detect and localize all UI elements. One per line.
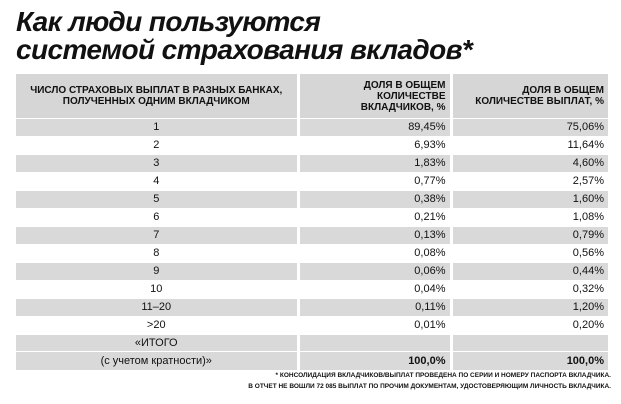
cell-depositor-share: 1,83% xyxy=(298,155,451,173)
cell-depositor-share: 0,77% xyxy=(298,173,451,191)
footnote-consolidation: * КОНСОЛИДАЦИЯ ВКЛАДЧИКОВ/ВЫПЛАТ ПРОВЕДЕНА ПО СЕРИИ И НОМЕРУ ПАСПОРТА ВКЛАДЧИКА. xyxy=(275,372,611,379)
cell-payout-share: 75,06% xyxy=(451,119,608,137)
total-label-line-2: (с учетом кратности)» xyxy=(16,352,298,371)
infographic-title xyxy=(16,8,616,64)
total-spacer xyxy=(451,335,608,352)
table-row xyxy=(16,281,608,299)
header-payout-count: ЧИСЛО СТРАХОВЫХ ВЫПЛАТ В РАЗНЫХ БАНКАХ, ПОЛУЧЕННЫХ ОДНИМ ВКЛАДЧИКОМ xyxy=(16,74,298,119)
table-row xyxy=(16,227,608,245)
cell-depositor-share: 0,38% xyxy=(298,191,451,209)
table-row xyxy=(16,209,608,227)
footnote-excluded-payouts: В ОТЧЕТ НЕ ВОШЛИ 72 085 ВЫПЛАТ ПО ПРОЧИМ ДОКУМЕНТАМ, УДОСТОВЕРЯЮЩИМ ЛИЧНОСТЬ ВКЛАДЧИКА. xyxy=(248,383,611,390)
header-depositor-share: ДОЛЯ В ОБЩЕМ КОЛИЧЕСТВЕ ВКЛАДЧИКОВ, % xyxy=(298,74,451,119)
table-row xyxy=(16,155,608,173)
cell-payout-share: 11,64% xyxy=(451,137,608,155)
cell-depositor-share: 0,13% xyxy=(298,227,451,245)
cell-payout-count: 9 xyxy=(16,263,298,281)
cell-depositor-share: 0,06% xyxy=(298,263,451,281)
cell-depositor-share: 0,08% xyxy=(298,245,451,263)
deposit-insurance-table xyxy=(16,74,608,370)
cell-payout-share: 1,60% xyxy=(451,191,608,209)
cell-payout-count: 7 xyxy=(16,227,298,245)
cell-payout-count: 6 xyxy=(16,209,298,227)
cell-payout-share: 0,56% xyxy=(451,245,608,263)
table-row xyxy=(16,317,608,335)
cell-payout-count: 2 xyxy=(16,137,298,155)
total-label-line-1: «ИТОГО xyxy=(16,335,298,352)
cell-payout-count: 3 xyxy=(16,155,298,173)
cell-payout-count: 11–20 xyxy=(16,299,298,317)
table-row xyxy=(16,137,608,155)
cell-payout-share: 4,60% xyxy=(451,155,608,173)
table-row xyxy=(16,299,608,317)
cell-depositor-share: 0,21% xyxy=(298,209,451,227)
header-payout-share: ДОЛЯ В ОБЩЕМ КОЛИЧЕСТВЕ ВЫПЛАТ, % xyxy=(451,74,608,119)
title-line-2: системой страхования вкладов* xyxy=(16,34,473,65)
cell-payout-count: 5 xyxy=(16,191,298,209)
total-row-values xyxy=(16,352,608,371)
cell-depositor-share: 6,93% xyxy=(298,137,451,155)
cell-depositor-share: 0,04% xyxy=(298,281,451,299)
table-row xyxy=(16,245,608,263)
table-header-row xyxy=(16,74,608,119)
cell-depositor-share: 0,01% xyxy=(298,317,451,335)
cell-payout-share: 0,79% xyxy=(451,227,608,245)
cell-payout-share: 0,20% xyxy=(451,317,608,335)
cell-payout-count: 4 xyxy=(16,173,298,191)
cell-payout-count: 10 xyxy=(16,281,298,299)
cell-depositor-share: 89,45% xyxy=(298,119,451,137)
cell-payout-share: 2,57% xyxy=(451,173,608,191)
title-line-1: Как люди пользуются xyxy=(16,6,321,37)
total-payout-share: 100,0% xyxy=(451,352,608,371)
cell-depositor-share: 0,11% xyxy=(298,299,451,317)
cell-payout-share: 1,20% xyxy=(451,299,608,317)
table-row xyxy=(16,119,608,137)
cell-payout-count: >20 xyxy=(16,317,298,335)
cell-payout-share: 0,44% xyxy=(451,263,608,281)
cell-payout-count: 1 xyxy=(16,119,298,137)
cell-payout-count: 8 xyxy=(16,245,298,263)
total-spacer xyxy=(298,335,451,352)
table-row xyxy=(16,173,608,191)
table-row xyxy=(16,191,608,209)
cell-payout-share: 1,08% xyxy=(451,209,608,227)
table-row xyxy=(16,263,608,281)
table-body xyxy=(16,119,608,371)
total-row xyxy=(16,335,608,352)
cell-payout-share: 0,32% xyxy=(451,281,608,299)
total-depositor-share: 100,0% xyxy=(298,352,451,371)
